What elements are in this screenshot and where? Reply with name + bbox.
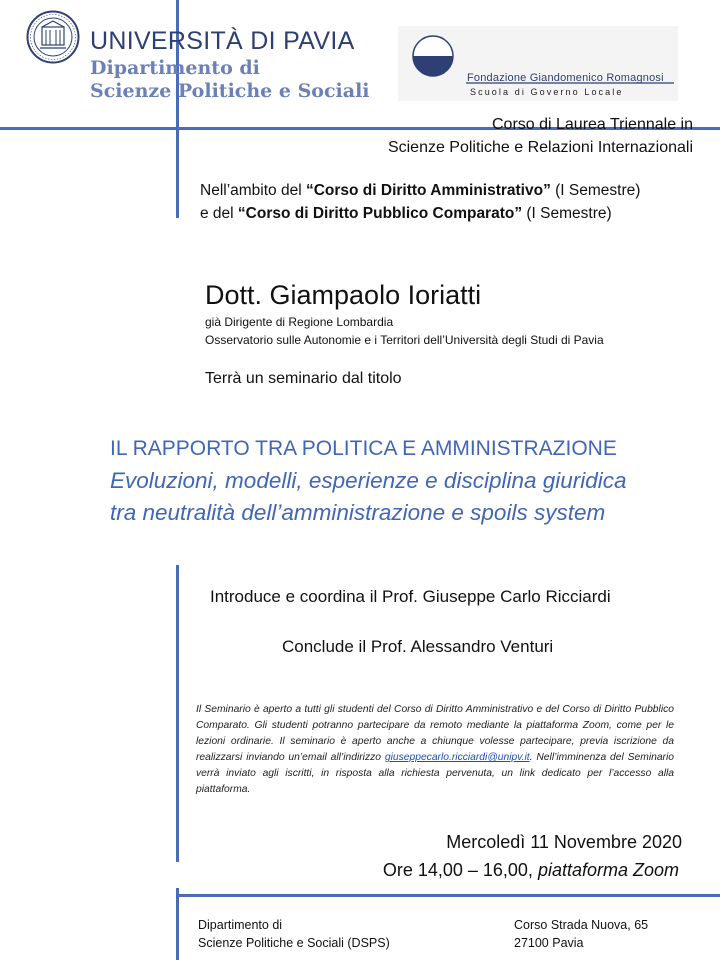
event-platform: piattaforma Zoom [537,860,679,880]
speaker-role1: già Dirigente di Regione Lombardia [205,315,394,329]
course-line1: Corso di Laurea Triennale in [491,116,693,133]
course-line2: Scienze Politiche e Relazioni Internazionali [387,139,693,156]
footer-dept-line1: Dipartimento di [198,918,283,932]
footer-address-line1: Corso Strada Nuova, 65 [514,918,649,932]
frame-line-middle-vertical [176,565,179,862]
event-date: Mercoledì 11 Novembre 2020 [446,832,682,852]
footer-dept-line2: Scienze Politiche e Sociali (DSPS) [198,936,390,950]
course-name-admin-law: “Corso di Diritto Amministrativo” [305,182,551,199]
seminar-subtitle-line1: Evoluzioni, modelli, esperienze e disciplina giuridica [110,468,627,493]
introducer-line: Introduce e coordina il Prof. Giuseppe Carlo Ricciardi [210,587,611,606]
department-name-line1: Dipartimento di [90,57,260,79]
course-context-line2: e del “Corso di Diritto Pubblico Comparato” (I Semestre) [200,205,612,222]
frame-line-bottom-horizontal [176,894,720,897]
seminar-subtitle-line2: tra neutralità dell’amministrazione e spoils system [110,500,606,525]
foundation-subtitle: Scuola di Governo Locale [470,87,624,97]
frame-line-bottom-vertical [176,888,179,960]
event-time: Ore 14,00 – 16,00, piattaforma Zoom [382,860,679,880]
speaker-name: Dott. Giampaolo Ioriatti [205,280,482,310]
concluder-line: Conclude il Prof. Alessandro Venturi [282,637,554,656]
seminar-intro-text: Terrà un seminario dal titolo [205,370,402,387]
registration-email-link[interactable]: giuseppecarlo.ricciardi@unipv.it [384,752,530,763]
footer-address-line2: 27100 Pavia [514,936,584,950]
participation-note: Il Seminario è aperto a tutti gli studenti del Corso di Diritto Amministrativo e del Corso di Diritto Pubblico Comparato. Gli studenti potranno partecipare da remoto mediante la piattaforma Zoom, come per le lezioni ordinarie. Il seminario è aperto anche a chiunque volesse partecipare, previa iscrizione da realizzarsi inviando un’email all’indirizzo giuseppecarlo.ricciardi@unipv.it. Nell’imminenza del Seminario verrà inviato agli iscritti, in risposta alla richiesta pervenuta, un link dedicato per l’accesso alla piattaforma. [196,704,674,795]
speaker-role2: Osservatorio sulle Autonomie e i Territori dell’Università degli Studi di Pavia [205,333,604,347]
department-name-line2: Scienze Politiche e Sociali [90,80,370,102]
course-context-line1: Nell’ambito del “Corso di Diritto Amministrativo” (I Semestre) [200,182,641,199]
course-name-comparative-law: “Corso di Diritto Pubblico Comparato” [237,205,523,222]
foundation-name: Fondazione Giandomenico Romagnosi [467,72,664,84]
university-name: UNIVERSITÀ DI PAVIA [90,27,355,55]
university-seal-logo [26,10,80,64]
seminar-title: IL RAPPORTO TRA POLITICA E AMMINISTRAZIONE [110,437,617,460]
